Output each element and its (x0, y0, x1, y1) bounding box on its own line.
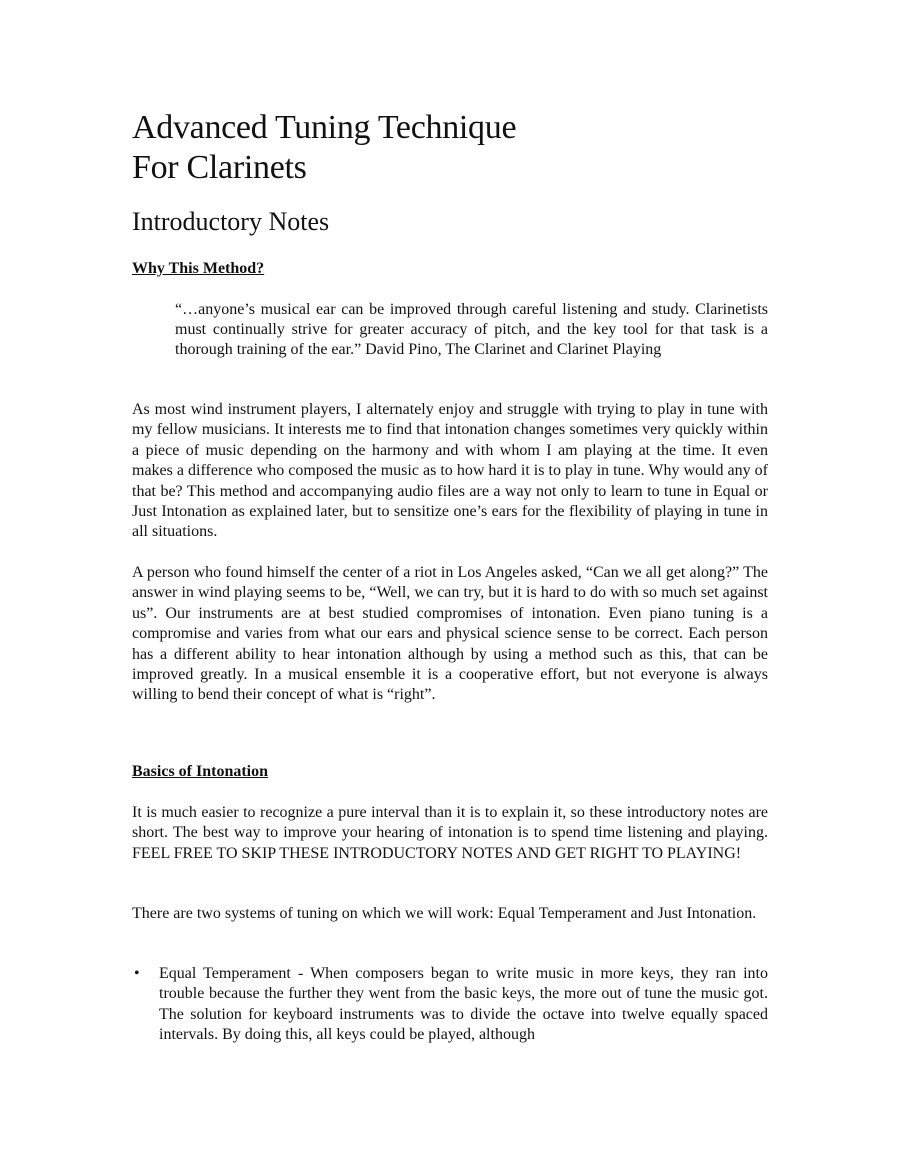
bullet-text: Equal Temperament - When composers began to write music in more keys, they ran into trouble because the further they went from the basic keys, the more out of tune the music got. The solution for keyboard instruments was to divide the octave into twelve equally spaced intervals. By doing this, all keys could be played, although (159, 965, 768, 1044)
paragraph-intro-1: As most wind instrument players, I alternately enjoy and struggle with trying to play in tune with my fellow musicians. It interests me to find that intonation changes sometimes very quickly within a piece of music depending on the harmony and with whom I am playing at the time. It even makes a difference who composed the music as to how hard it is to play in tune. Why would any of that be? This method and accompanying audio files are a way not only to learn to tune in Equal or Just Intonation as explained later, but to sensitize one’s ears for the flexibility of playing in tune in all situations. (132, 401, 768, 541)
document-subtitle: Introductory Notes (132, 207, 330, 236)
title-line-2: For Clarinets (132, 149, 307, 186)
section-heading-why-this-method: Why This Method? (132, 260, 265, 277)
paragraph-intro-2: A person who found himself the center of a riot in Los Angeles asked, “Can we all get along?” The answer in wind playing seems to be, “Well, we can try, but it is hard to do with so much set against us”. Our instruments are at best studied compromises of intonation. Even piano tuning is a compromise and varies from what our ears and physical science sense to be correct. Each person has a different ability to hear intonation although by using a method such as this, that can be improved greatly. In a musical ensemble it is a cooperative effort, but not everyone is always willing to bend their concept of what is “right”. (132, 564, 768, 704)
section-heading-basics-of-intonation: Basics of Intonation (132, 763, 269, 780)
bullet-icon: • (134, 965, 140, 982)
paragraph-basics-2: There are two systems of tuning on which we will work: Equal Temperament and Just Intonation. (132, 905, 757, 922)
title-line-1: Advanced Tuning Technique (132, 109, 517, 146)
document-title (132, 108, 772, 188)
paragraph-basics-1: It is much easier to recognize a pure interval than it is to explain it, so these introductory notes are short. The best way to improve your hearing of intonation is to spend time listening and playing. FEEL FREE TO SKIP THESE INTRODUCTORY NOTES AND GET RIGHT TO PLAYING! (132, 804, 768, 862)
epigraph-quote: “…anyone’s musical ear can be improved through careful listening and study. Clarinetists must continually strive for greater accuracy of pitch, and the key tool for that task is a thorough training of the ear.” David Pino, The Clarinet and Clarinet Playing (175, 301, 768, 358)
